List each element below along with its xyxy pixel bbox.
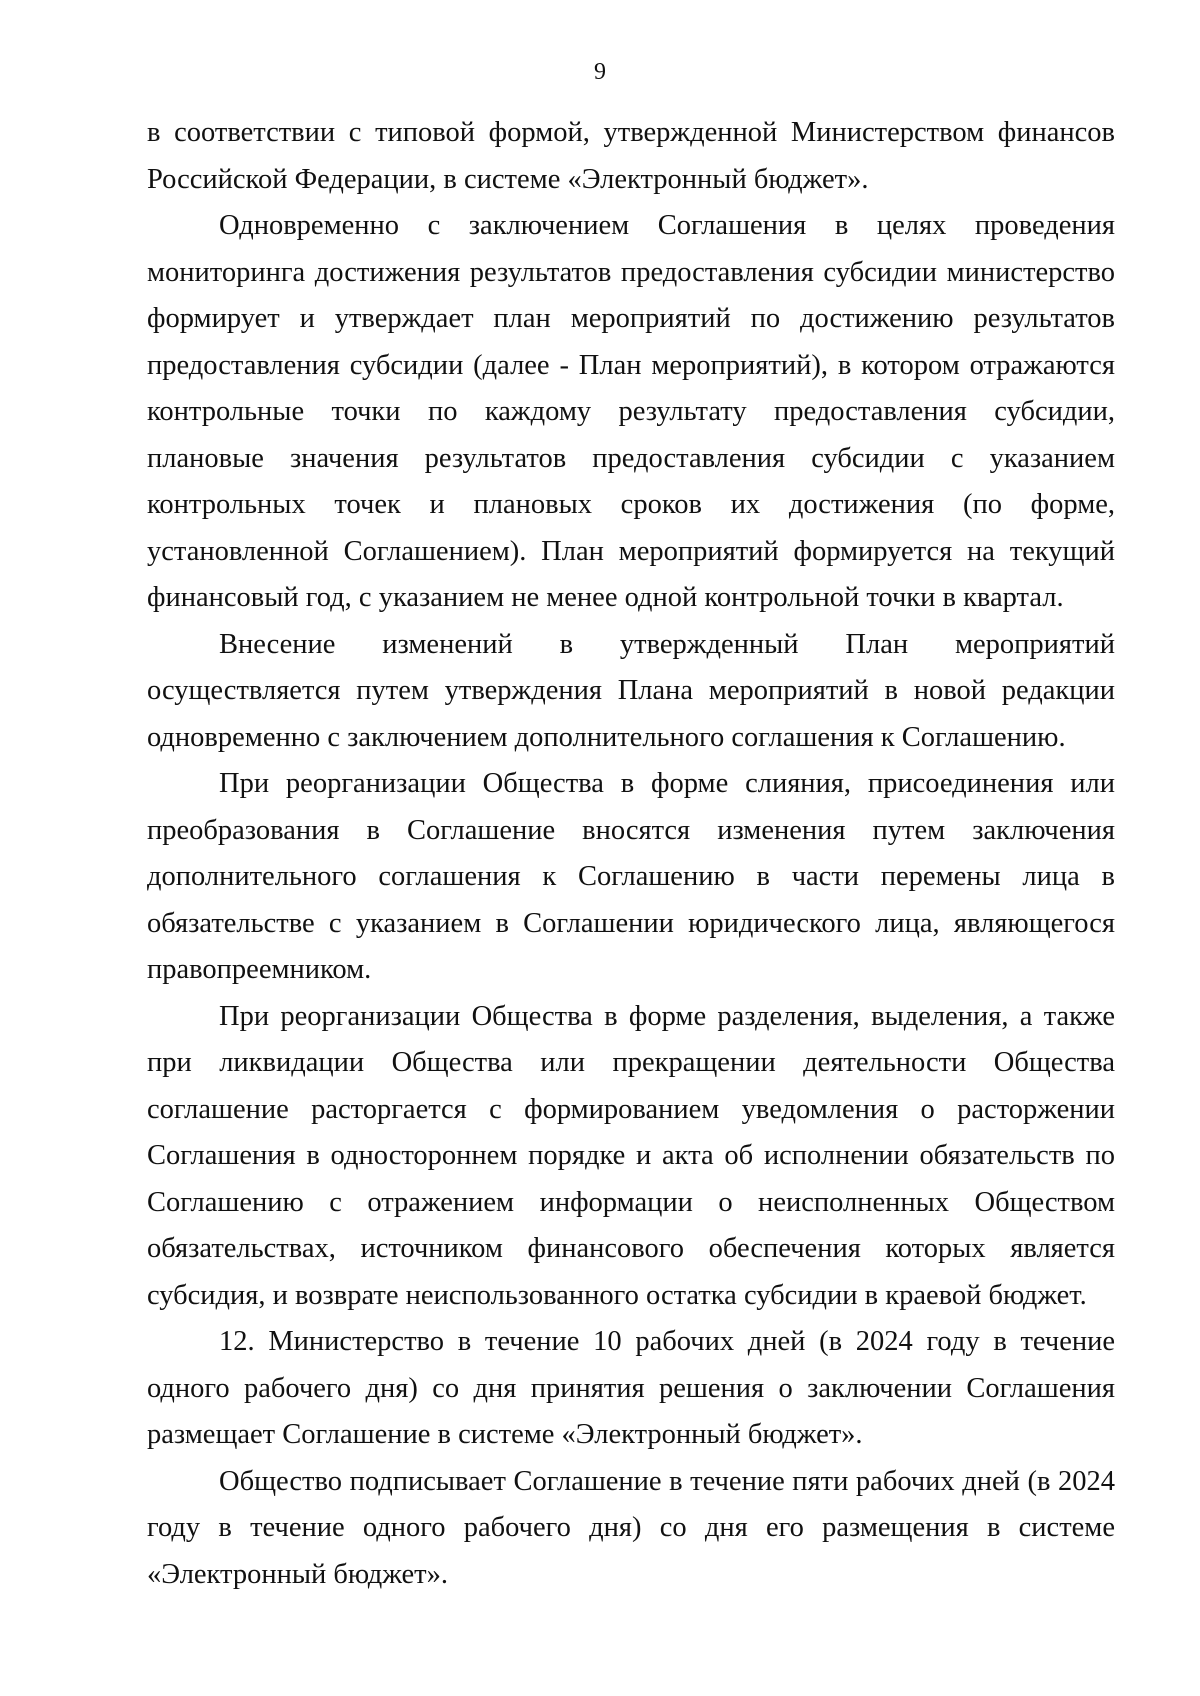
paragraph-reorganization-division: При реорганизации Общества в форме разделения, выделения, а также при ликвидации Общества или прекращении деятельности Общества соглашение расторгается с формированием уведомления о расторжении Соглашения в одностороннем порядке и акта об исполнении обязательств по Соглашению с отражением информации о неисполненных Обществом обязательствах, источником финансового обеспечения которых является субсидия, и возврате неиспользованного остатка субсидии в краевой бюджет. — [147, 1000, 1115, 1311]
paragraph-signing: Общество подписывает Соглашение в течение пяти рабочих дней (в 2024 году в течение одного рабочего дня) со дня его размещения в системе «Электронный бюджет». — [147, 1465, 1115, 1590]
paragraph-reorganization-merger: При реорганизации Общества в форме слияния, присоединения или преобразования в Соглашение вносятся изменения путем заключения дополнительного соглашения к Соглашению в части перемены лица в обязательстве с указанием в Соглашении юридического лица, являющегося правопреемником. — [147, 768, 1115, 985]
document-body — [147, 110, 1115, 1598]
paragraph-action-plan: Одновременно с заключением Соглашения в целях проведения мониторинга достижения результатов предоставления субсидии министерство формирует и утверждает план мероприятий по достижению результатов предоставления субсидии (далее - План мероприятий), в котором отражаются контрольные точки по каждому результату предоставления субсидии, плановые значения результатов предоставления субсидии с указанием контрольных точек и плановых сроков их достижения (по форме, установленной Соглашением). План мероприятий формируется на текущий финансовый год, с указанием не менее одной контрольной точки в квартал. — [147, 210, 1115, 613]
paragraph-plan-amendments: Внесение изменений в утвержденный План мероприятий осуществляется путем утверждения Плана мероприятий в новой редакции одновременно с заключением дополнительного соглашения к Соглашению. — [147, 628, 1115, 753]
page-number: 9 — [594, 59, 606, 85]
paragraph-item-12: 12. Министерство в течение 10 рабочих дней (в 2024 году в течение одного рабочего дня) со дня принятия решения о заключении Соглашения размещает Соглашение в системе «Электронный бюджет». — [147, 1326, 1115, 1450]
paragraph-continuation: в соответствии с типовой формой, утвержденной Министерством финансов Российской Федерации, в системе «Электронный бюджет». — [147, 117, 1115, 195]
